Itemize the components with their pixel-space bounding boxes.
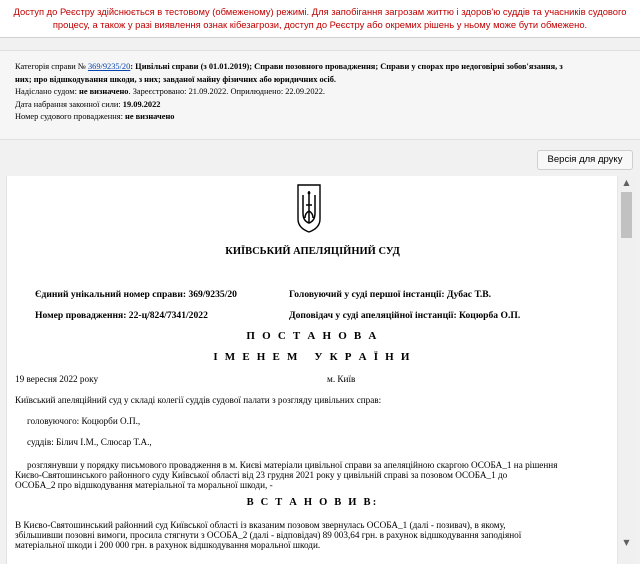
case-metadata-panel bbox=[0, 50, 640, 140]
scroll-up-arrow-icon[interactable]: ▲ bbox=[623, 178, 630, 187]
consideration-line-2: Києво-Святошинського районного суду Київської області від 23 грудня 2021 року у цивільній справі за позовом ОСОБА_1 до bbox=[15, 470, 508, 480]
effective-label: Дата набрання законної сили: bbox=[15, 99, 123, 109]
case-number: Єдиний унікальний номер справи: 369/9235/20 bbox=[35, 289, 237, 300]
document-scrollbar[interactable] bbox=[617, 176, 635, 564]
sent-row bbox=[15, 86, 626, 99]
registered-text: . Зареєстровано: 21.09.2022. Оприлюднено: 22.09.2022. bbox=[128, 87, 326, 97]
consideration-line-3: ОСОБА_2 про відшкодування матеріальної та моральної шкоди, - bbox=[15, 480, 273, 490]
body-line-1: В Києво-Святошинський районний суд Київської області із вказаним позовом звернулась ОСОБА_1 (далі - позивач), в якому, bbox=[15, 520, 506, 530]
body-line-3: матеріальної шкоди і 200 000 грн. в рахунок відшкодування моральної шкоди. bbox=[15, 540, 321, 550]
category-text-2: них; про відшкодування шкоди, з них; завданої майну фізичних або юридичних осіб. bbox=[15, 74, 336, 84]
court-composition: Київський апеляційний суд у складі колегії суддів судової палати з розгляду цивільних справ: bbox=[15, 395, 382, 405]
resolution-title: П О С Т А Н О В А bbox=[246, 330, 379, 342]
panel-judges: суддів: Білич І.М., Слюсар Т.А., bbox=[27, 437, 152, 447]
effective-row bbox=[15, 99, 626, 112]
proceeding-label: Номер судового провадження: bbox=[15, 112, 125, 122]
court-name: КИЇВСЬКИЙ АПЕЛЯЦІЙНИЙ СУД bbox=[225, 246, 400, 257]
sent-label: Надіслано судом: bbox=[15, 87, 80, 97]
decision-date: 19 вересня 2022 року bbox=[15, 374, 99, 384]
presiding-judge: головуючого: Коцюрби О.П., bbox=[27, 416, 141, 426]
case-number-link[interactable]: 369/9235/20 bbox=[87, 62, 131, 71]
document-frame bbox=[6, 176, 618, 564]
banner-line-1: Доступ до Реєстру здійснюється в тестовому (обмеженому) режимі. Для запобігання загрозам життю і здоров'ю суддів та учасників судового bbox=[13, 6, 627, 17]
category-text: : Цивільні справи (з 01.01.2019); Справи позовного провадження; Справи у спорах про недоговірні зобов'язання, з bbox=[130, 62, 563, 71]
proceeding-value: не визначено bbox=[125, 112, 175, 122]
access-warning-banner bbox=[0, 0, 640, 38]
category-row-2 bbox=[15, 74, 626, 87]
resolution-subtitle: І М Е Н Е М У К Р А Ї Н И bbox=[213, 351, 412, 363]
rapporteur: Доповідач у суді апеляційної інстанції: Коцюрба О.П. bbox=[289, 310, 521, 321]
proceeding-number: Номер провадження: 22-ц/824/7341/2022 bbox=[35, 310, 208, 321]
body-line-2: збільшивши позовні вимоги, просила стягнути з ОСОБА_2 (далі - відповідач) 89 003,64 грн. в рахунок відшкодування заподіяної bbox=[15, 530, 522, 540]
first-instance-judge: Головуючий у суді першої інстанції: Дубас Т.В. bbox=[289, 289, 492, 300]
trident-coat-of-arms-icon bbox=[296, 183, 322, 233]
proceeding-row bbox=[15, 111, 626, 124]
category-label: Категорія справи № bbox=[15, 62, 88, 71]
sent-value: не визначено bbox=[79, 87, 129, 97]
category-row bbox=[15, 61, 626, 74]
banner-line-2: процесу, а також у разі виявлення ознак кібезагрози, доступ до Реєстру або окремих рішень у ньому може бути обмежено. bbox=[52, 19, 588, 30]
effective-value: 19.09.2022 bbox=[122, 99, 161, 109]
scrollbar-thumb[interactable] bbox=[621, 192, 632, 238]
established-heading: В С Т А Н О В И В: bbox=[246, 497, 379, 508]
print-version-button[interactable]: Версія для друку bbox=[537, 150, 633, 170]
decision-city: м. Київ bbox=[327, 374, 356, 384]
scroll-down-arrow-icon[interactable]: ▼ bbox=[623, 538, 630, 547]
consideration-line-1: розглянувши у порядку письмового провадження в м. Києві матеріали цивільної справи за апеляційною скаргою ОСОБА_1 на рішення bbox=[27, 460, 558, 470]
